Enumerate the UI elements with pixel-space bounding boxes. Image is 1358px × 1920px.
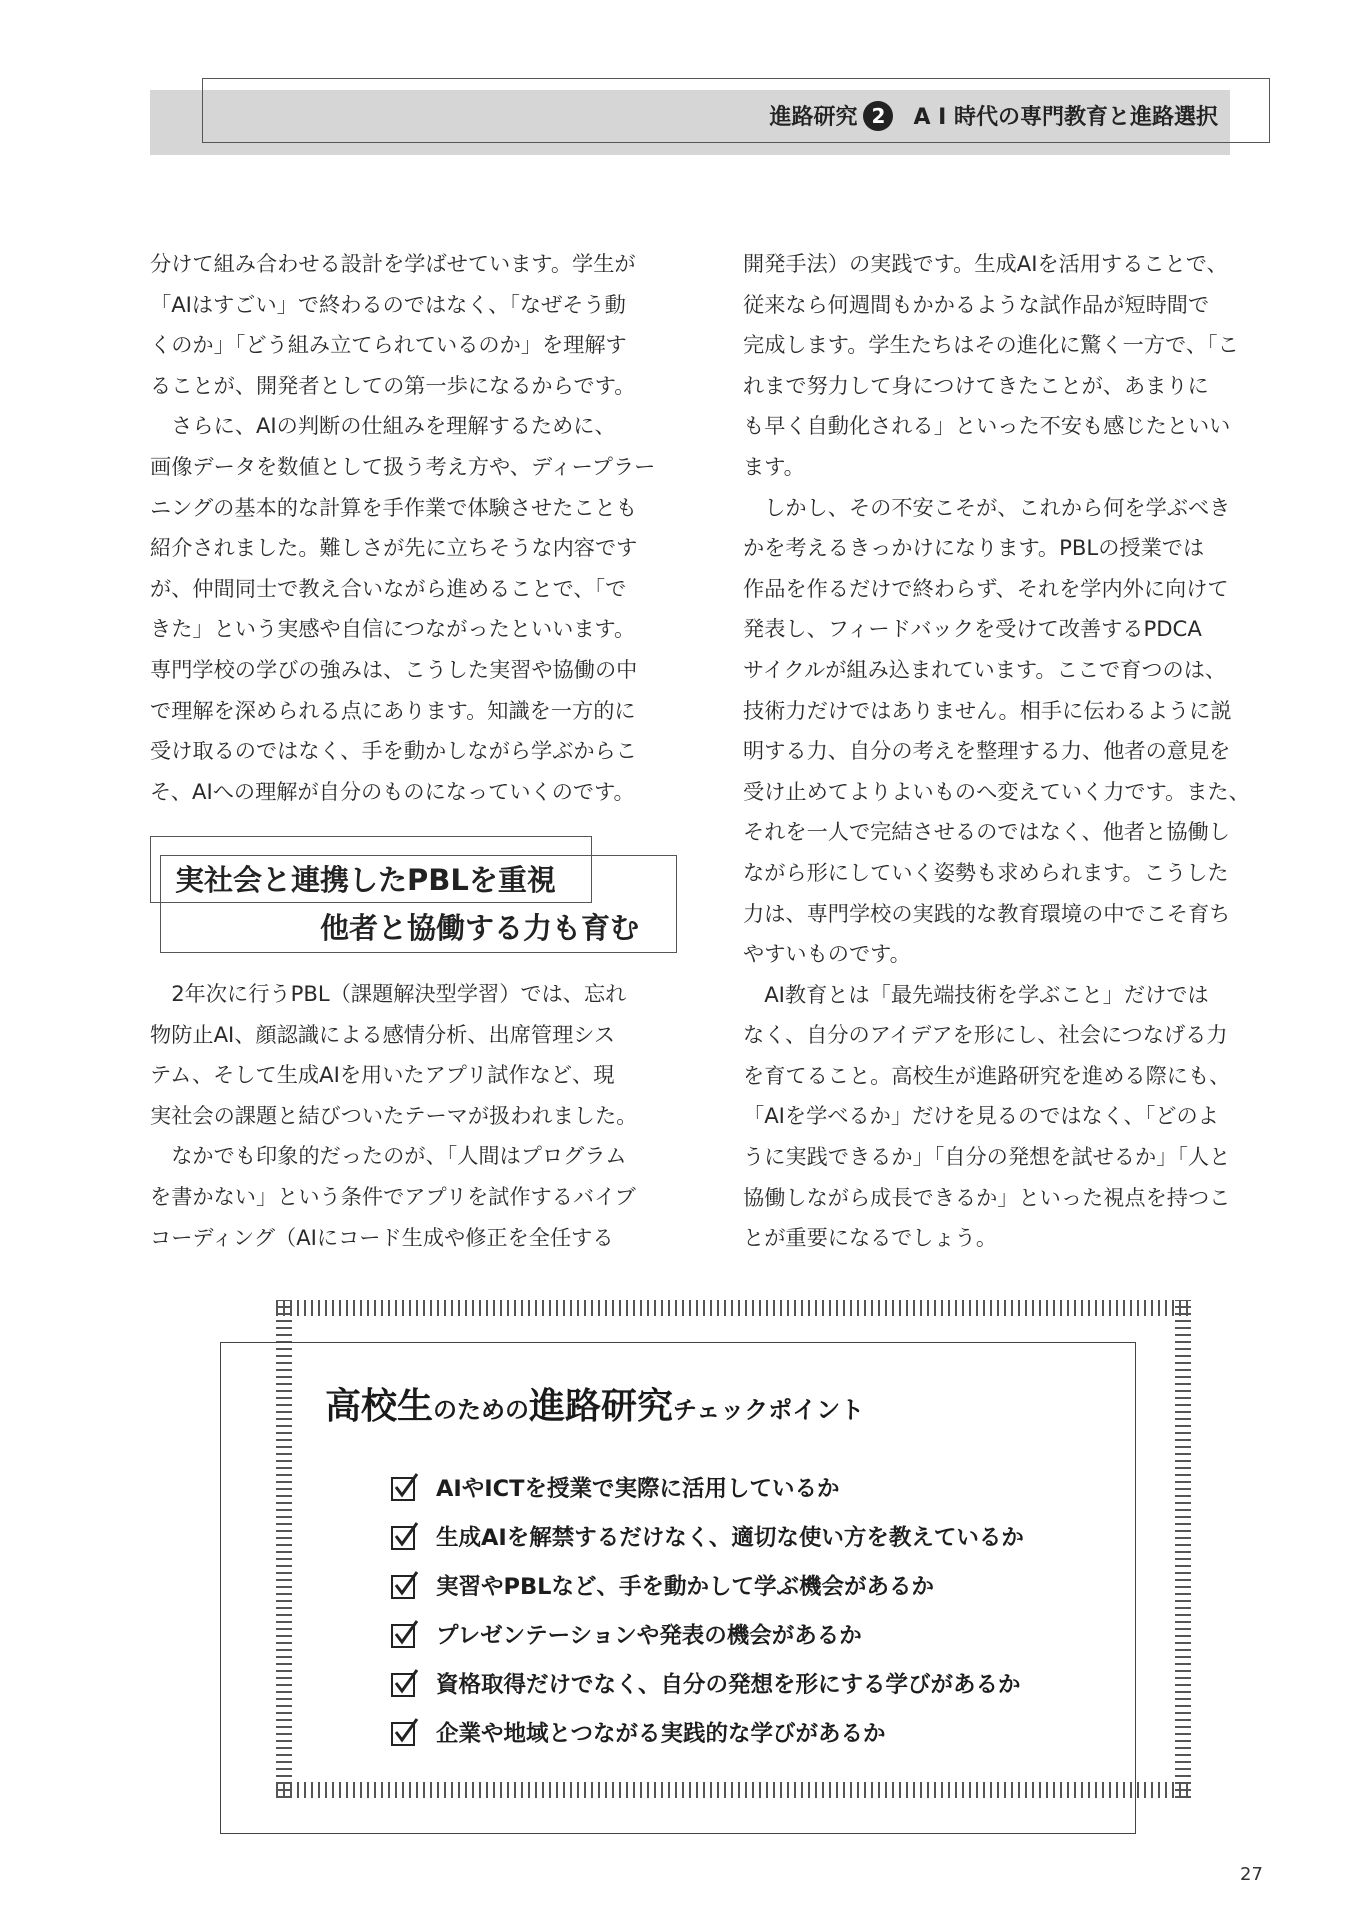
checkpoint-title <box>325 1378 864 1429</box>
text-line: ながら形にしていく姿勢も求められます。こうした <box>743 859 1229 885</box>
header-title: A I 時代の専門教育と進路選択 <box>913 105 1218 130</box>
checklist-item <box>390 1609 1024 1658</box>
checkpoint-title-part: のための <box>433 1396 530 1424</box>
text-line: なかでも印象的だったのが、「人間はプログラム <box>150 1143 627 1169</box>
right-column <box>743 244 1273 1259</box>
header-prefix: 進路研究 <box>769 105 858 130</box>
checkbox-checked-icon <box>390 1717 420 1747</box>
section-heading-line-1: 実社会と連携したPBLを重視 <box>175 863 556 897</box>
text-line: AI教育とは「最先端技術を学ぶこと」だけでは <box>743 981 1209 1007</box>
text-line: 専門学校の学びの強みは、こうした実習や協働の中 <box>150 656 638 682</box>
text-line: かを考えるきっかけになります。PBLの授業では <box>743 535 1205 561</box>
text-line: 力は、専門学校の実践的な教育環境の中でこそ育ち <box>743 900 1231 926</box>
checkpoint-title-part: 高校生 <box>325 1386 434 1427</box>
text-line: ニングの基本的な計算を手作業で体験させたことも <box>150 494 637 520</box>
text-line: くのか」「どう組み立てられているのか」を理解す <box>150 332 627 358</box>
text-line: れまで努力して身につけてきたことが、あまりに <box>743 372 1209 398</box>
text-line: で理解を深められる点にあります。知識を一方的に <box>150 697 636 723</box>
text-line: うに実践できるか」「自分の発想を試せるか」「人と <box>743 1144 1231 1170</box>
checkpoint-title-part: チェックポイント <box>673 1396 865 1424</box>
checklist-item-label: 企業や地域とつながる実践的な学びがあるか <box>436 1720 886 1747</box>
header-number-badge: 2 <box>863 101 893 131</box>
text-line: 協働しながら成長できるか」といった視点を持つこ <box>743 1184 1231 1210</box>
text-line: も早く自動化される」といった不安も感じたといい <box>743 413 1231 439</box>
checkpoint-tick-border-top <box>276 1300 1191 1316</box>
text-line: 従来なら何週間もかかるような試作品が短時間で <box>743 291 1210 317</box>
text-line: が、仲間同士で教え合いながら進めることで、「で <box>150 575 627 601</box>
text-line: 受け取るのではなく、手を動かしながら学ぶからこ <box>150 738 637 764</box>
checklist-item <box>390 1658 1024 1707</box>
text-line: 作品を作るだけで終わらず、それを学内外に向けて <box>743 575 1229 601</box>
text-line: きた」という実感や自信につながったといいます。 <box>150 616 636 642</box>
text-line: を育てること。高校生が進路研究を進める際にも、 <box>743 1062 1231 1088</box>
checkbox-checked-icon <box>390 1521 420 1551</box>
text-line: 物防止AI、顔認識による感情分析、出席管理シス <box>150 1021 616 1047</box>
text-line: 完成します。学生たちはその進化に驚く一方で、「こ <box>743 332 1239 358</box>
text-line: テム、そして生成AIを用いたアプリ試作など、現 <box>150 1062 615 1088</box>
text-line: 技術力だけではありません。相手に伝わるように説 <box>743 697 1232 723</box>
text-line: しかし、その不安こそが、これから何を学ぶべき <box>743 494 1231 520</box>
text-line: 実社会の課題と結びついたテーマが扱われました。 <box>150 1102 638 1128</box>
text-line: コーディング（AIにコード生成や修正を全任する <box>150 1224 614 1250</box>
text-line: なく、自分のアイデアを形にし、社会につなげる力 <box>743 1022 1228 1048</box>
text-line: ます。 <box>743 453 805 479</box>
checklist-item <box>390 1707 1024 1756</box>
text-line: ることが、開発者としての第一歩になるからです。 <box>150 372 636 398</box>
checkpoint-list <box>390 1462 1024 1756</box>
text-line: やすいものです。 <box>743 941 911 967</box>
checklist-item <box>390 1560 1024 1609</box>
text-line: 紹介されました。難しさが先に立ちそうな内容です <box>150 535 638 561</box>
checkpoint-title-part: 進路研究 <box>529 1386 674 1427</box>
text-line: 「AIを学べるか」だけを見るのではなく、「どのよ <box>743 1103 1219 1129</box>
checklist-item-label: 資格取得だけでなく、自分の発想を形にする学びがあるか <box>436 1671 1021 1698</box>
text-line: 2年次に行うPBL（課題解決型学習）では、忘れ <box>150 981 627 1006</box>
left-column-bottom <box>150 974 680 1258</box>
checkbox-checked-icon <box>390 1668 420 1698</box>
text-line: とが重要になるでしょう。 <box>743 1225 998 1251</box>
running-header <box>769 100 1218 131</box>
text-line: 「AIはすごい」で終わるのではなく、「なぜそう動 <box>150 291 626 317</box>
checklist-item-label: 生成AIを解禁するだけなく、適切な使い方を教えているか <box>436 1524 1024 1551</box>
checklist-item <box>390 1462 1024 1511</box>
checkpoint-tick-border-right <box>1175 1300 1191 1798</box>
checklist-item-label: 実習やPBLなど、手を動かして学ぶ機会があるか <box>436 1573 934 1600</box>
checkbox-checked-icon <box>390 1619 420 1649</box>
page-number: 27 <box>1240 1864 1263 1885</box>
text-line: 受け止めてよりよいものへ変えていく力です。また、 <box>743 778 1250 804</box>
left-column-top <box>150 244 680 812</box>
section-heading-line-2: 他者と協働する力も育む <box>320 911 640 945</box>
checklist-item-label: プレゼンテーションや発表の機会があるか <box>436 1622 862 1649</box>
text-line: 画像データを数値として扱う考え方や、ディープラー <box>150 453 656 479</box>
text-line: 分けて組み合わせる設計を学ばせています。学生が <box>150 251 636 276</box>
checklist-item-label: AIやICTを授業で実際に活用しているか <box>436 1475 840 1502</box>
text-line: それを一人で完結させるのではなく、他者と協働し <box>743 819 1230 845</box>
checkbox-checked-icon <box>390 1472 420 1502</box>
checkbox-checked-icon <box>390 1570 420 1600</box>
text-line: サイクルが組み込まれています。ここで育つのは、 <box>743 656 1227 682</box>
text-line: 発表し、フィードバックを受けて改善するPDCA <box>743 616 1202 642</box>
text-line: を書かない」という条件でアプリを試作するバイブ <box>150 1183 636 1209</box>
text-line: 明する力、自分の考えを整理する力、他者の意見を <box>743 738 1231 764</box>
checklist-item <box>390 1511 1024 1560</box>
text-line: さらに、AIの判断の仕組みを理解するために、 <box>150 413 616 439</box>
text-line: 開発手法）の実践です。生成AIを活用することで、 <box>743 251 1228 276</box>
text-line: そ、AIへの理解が自分のものになっていくのです。 <box>150 778 635 804</box>
